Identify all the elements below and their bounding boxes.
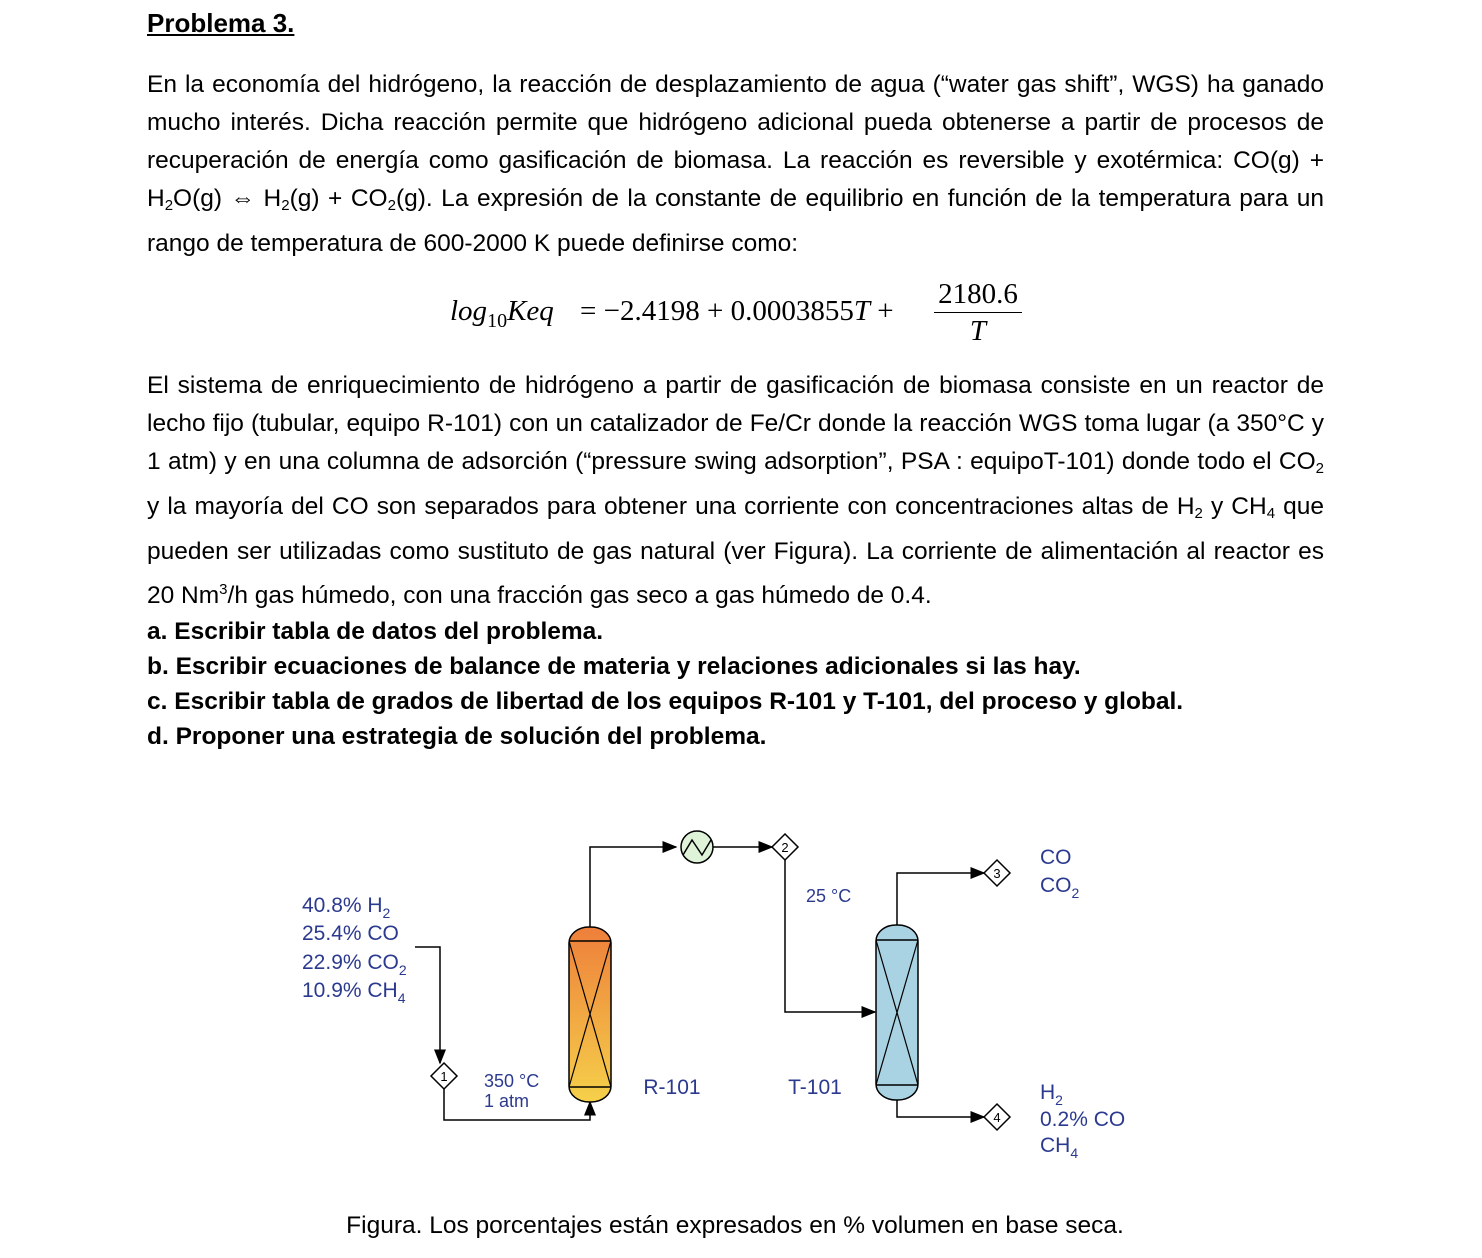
svg-text:CO: CO (1040, 846, 1072, 869)
reactor-outlet-line (590, 847, 676, 927)
svg-text:2: 2 (781, 840, 789, 855)
bottom-product-line (897, 1100, 984, 1117)
question-d: d. Proponer una estrategia de solución del problema. (147, 723, 767, 750)
svg-text:1 atm: 1 atm (484, 1091, 530, 1111)
svg-text:40.8% H2: 40.8% $H_2$ (302, 894, 391, 921)
svg-text:4: 4 (993, 1110, 1001, 1125)
stream-3-marker (984, 860, 1010, 886)
svg-text:10.9% CH4: 10.9% $CH_4$ (302, 979, 406, 1006)
feed-composition (302, 894, 407, 1006)
equation-fraction: $\frac{2180.6}{T}$ (934, 278, 1022, 349)
question-a: a. Escribir tabla de datos del problema. (147, 618, 604, 645)
top-product-composition (1040, 846, 1080, 901)
stream-2-marker (772, 834, 798, 860)
svg-text:H2: $H_2$ (1040, 1081, 1063, 1108)
question-c: c. Escribir tabla de grados de libertad de los equipos R-101 y T-101, del proceso y global. (147, 688, 1184, 715)
system-paragraph: El sistema de enriquecimiento de hidrógeno a partir de gasificación de biomasa consiste en un reactor de lecho fijo (tubular, equipo R-101) con un catalizador de Fe/Cr donde la reacción WGS toma lugar (a 350°C y 1 atm) y en una columna de adsorción (“pressure swing adsorption”, PSA : equipoT-101) donde todo el $CO_2$ y la mayoría del CO son separados para obtener una corriente con concentraciones altas de $H_2$ y $CH_4$ que pueden ser utilizadas como sustituto de gas natural (ver Figura). La corriente de alimentación al reactor es 20 Nm$^3$/h gas húmedo, con una fracción gas seco a gas húmedo de 0.4. (147, 372, 1325, 609)
svg-text:3: 3 (993, 866, 1001, 881)
svg-text:22.9% CO2: 22.9% $CO_2$ (302, 951, 407, 978)
bottom-product-composition (1040, 1081, 1125, 1161)
reactor-conditions (484, 1071, 539, 1111)
column-t101 (876, 925, 918, 1100)
process-flow-diagram (0, 770, 1482, 1190)
svg-text:1: 1 (440, 1069, 448, 1084)
intro-paragraph: En la economía del hidrógeno, la reacción de desplazamiento de agua (“water gas shift”, WGS) ha ganado mucho interés. Dicha reacción permite que hidrógeno adicional pueda obtenerse a partir de procesos de recuperación de energía como gasificación de biomasa. La reacción es reversible y exotérmica: $CO(g) + H_2O(g)$ ⇔ $H_2(g) + CO_2(g)$. La expresión de la constante de equilibrio en función de la temperatura para un rango de temperatura de 600-2000 K puede definirse como: (147, 71, 1324, 257)
stream-1-marker (431, 1063, 457, 1089)
svg-text:CH4: $CH_4$ (1040, 1134, 1079, 1161)
heat-exchanger-icon (681, 831, 713, 863)
equilibrium-equation: $\log_{10}Keq$ = −2.4198 + 0.0003855T + $\frac{2180.6}{T}$ (0, 278, 1482, 348)
reactor-r101 (569, 927, 611, 1102)
figure-caption: Figura. Los porcentajes están expresados en % volumen en base seca. (346, 1212, 1124, 1239)
reactor-label: R-101 (643, 1076, 701, 1099)
stream-4-marker (984, 1104, 1010, 1130)
svg-text:0.2% CO: 0.2% CO (1040, 1108, 1126, 1131)
question-b: b. Escribir ecuaciones de balance de materia y relaciones adicionales si las hay. (147, 653, 1081, 680)
column-feed-line (785, 860, 875, 1012)
svg-text:350 °C: 350 °C (484, 1071, 540, 1091)
column-feed-temp: 25 °C (806, 886, 852, 906)
problem-title: Problema 3. (147, 8, 295, 38)
svg-text:25.4% CO: 25.4% CO (302, 922, 399, 945)
column-label: T-101 (788, 1076, 842, 1099)
svg-text:CO2: $CO_2$ (1040, 874, 1080, 901)
top-product-line (897, 873, 984, 925)
